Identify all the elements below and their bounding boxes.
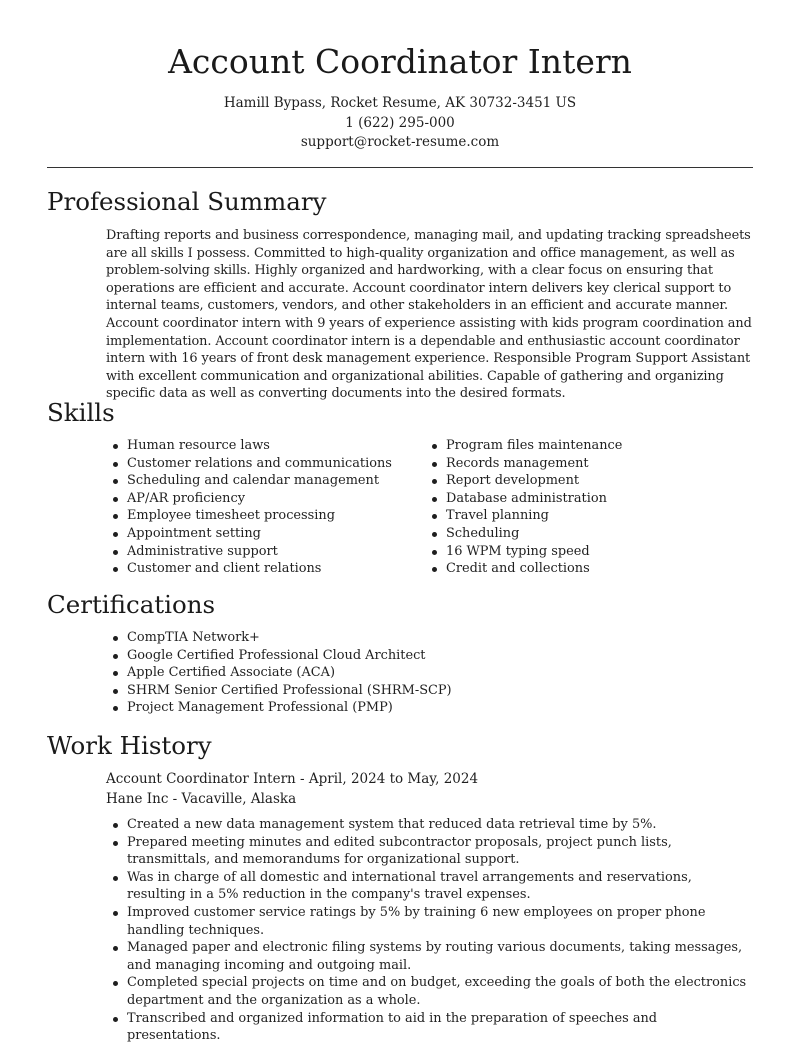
job-company-line: Hane Inc - Vacaville, Alaska	[106, 791, 297, 807]
job-bullet: Transcribed and organized information to aid in the preparation of speeches and presentations.	[106, 1010, 750, 1045]
contact-phone: 1 (622) 295-000	[345, 114, 455, 131]
certification-item: Google Certified Professional Cloud Architect	[106, 647, 746, 665]
resume-name: Account Coordinator Intern	[168, 42, 632, 81]
job-bullet: Improved customer service ratings by 5% by training 6 new employees on proper phone handling techniques.	[106, 904, 750, 939]
skill-item: AP/AR proficiency	[106, 490, 416, 508]
skill-item: 16 WPM typing speed	[425, 543, 745, 561]
skill-item: Credit and collections	[425, 560, 745, 578]
header-divider	[47, 167, 753, 168]
job-bullet: Completed special projects on time and on budget, exceeding the goals of both the electronics department and the organization as a whole.	[106, 974, 750, 1009]
skill-item: Human resource laws	[106, 437, 416, 455]
certification-item: CompTIA Network+	[106, 629, 746, 647]
contact-address: Hamill Bypass, Rocket Resume, AK 30732-3451 US	[223, 95, 577, 111]
skill-item: Database administration	[425, 490, 745, 508]
work-history-heading: Work History	[47, 731, 212, 760]
skill-item: Appointment setting	[106, 525, 416, 543]
skill-item: Scheduling	[425, 525, 745, 543]
job-bullet: Created a new data management system that reduced data retrieval time by 5%.	[106, 816, 750, 834]
skills-heading: Skills	[47, 398, 115, 427]
skill-item: Administrative support	[106, 543, 416, 561]
contact-block	[0, 94, 800, 153]
skill-item: Customer and client relations	[106, 560, 416, 578]
skill-item: Records management	[425, 455, 745, 473]
skill-item: Travel planning	[425, 507, 745, 525]
certification-item: SHRM Senior Certified Professional (SHRM-SCP)	[106, 682, 746, 700]
certification-item: Project Management Professional (PMP)	[106, 699, 746, 717]
skills-list-right	[425, 437, 745, 578]
certifications-heading: Certifications	[47, 590, 216, 619]
job-title-line: Account Coordinator Intern - April, 2024 to May, 2024	[106, 771, 479, 787]
contact-email: support@rocket-resume.com	[300, 134, 500, 150]
job-bullet: Managed paper and electronic filing systems by routing various documents, taking messages, and managing incoming and outgoing mail.	[106, 939, 750, 974]
summary-text: Drafting reports and business correspondence, managing mail, and updating tracking spreadsheets are all skills I possess. Committed to high-quality organization and office management, as well as problem-solving skills. Highly organized and hardworking, with a clear focus on ensuring that operations are efficient and accurate. Account coordinator intern delivers key clerical support to internal teams, customers, vendors, and other stakeholders in an efficient and accurate manner. Account coordinator intern with 9 years of experience assisting with kids program coordination and implementation. Account coordinator intern is a dependable and enthusiastic account coordinator intern with 16 years of front desk management experience. Responsible Program Support Assistant with excellent communication and organizational abilities. Capable of gathering and organizing specific data as well as converting documents into the desired formats.	[106, 228, 752, 402]
job-bullet: Was in charge of all domestic and international travel arrangements and reservations, resulting in a 5% reduction in the company's travel expenses.	[106, 869, 750, 904]
skill-item: Employee timesheet processing	[106, 507, 416, 525]
summary-heading: Professional Summary	[47, 187, 327, 216]
certifications-list	[106, 629, 746, 717]
skills-list-left	[106, 437, 416, 578]
job-bullet-list	[106, 816, 750, 1045]
skill-item: Program files maintenance	[425, 437, 745, 455]
certification-item: Apple Certified Associate (ACA)	[106, 664, 746, 682]
skill-item: Customer relations and communications	[106, 455, 416, 473]
skill-item: Report development	[425, 472, 745, 490]
job-bullet: Prepared meeting minutes and edited subcontractor proposals, project punch lists, transmittals, and memorandums for organizational support.	[106, 834, 750, 869]
skill-item: Scheduling and calendar management	[106, 472, 416, 490]
